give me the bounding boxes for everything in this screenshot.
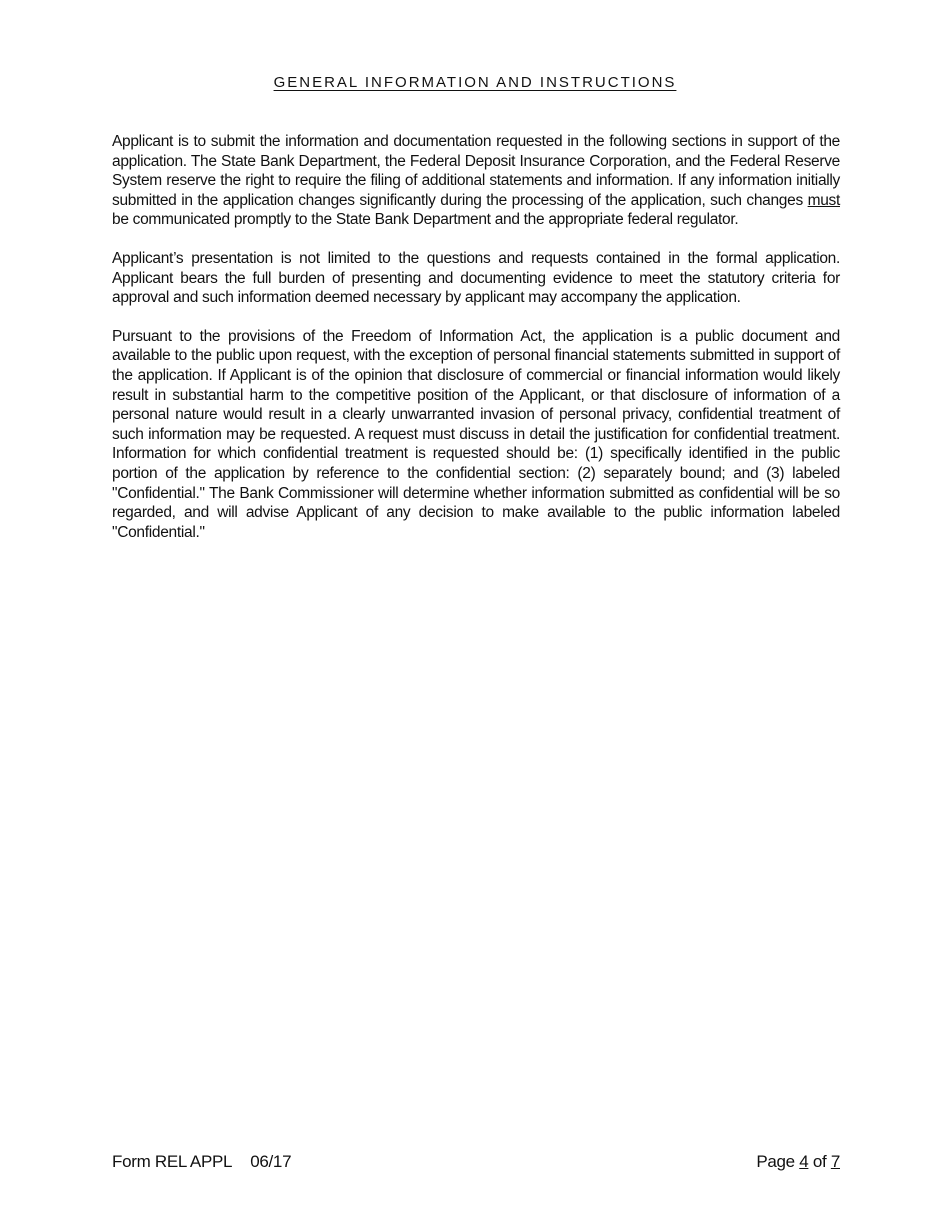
footer-page-number <box>756 1152 840 1172</box>
page-current: 4 <box>799 1152 809 1171</box>
footer-form-id <box>112 1152 291 1172</box>
page-of: of <box>808 1152 831 1171</box>
form-name: Form REL APPL <box>112 1152 233 1171</box>
paragraph-text: Applicant is to submit the information and documentation requested in the following sections in support of the application. The State Bank Department, the Federal Deposit Insurance Corporation, and the Federal Reserve System reserve the right to require the filing of additional statements and information. If any information initially submitted in the application changes significantly during the processing of the application, such changes <box>112 133 840 209</box>
emphasis-text: must <box>807 191 840 209</box>
paragraph-submission <box>112 132 840 230</box>
form-date: 06/17 <box>250 1152 292 1171</box>
page-label: Page <box>756 1152 800 1171</box>
page-title: GENERAL INFORMATION AND INSTRUCTIONS <box>273 74 677 91</box>
paragraph-text: be communicated promptly to the State Bank Department and the appropriate federal regulator. <box>112 211 739 229</box>
page-total: 7 <box>830 1152 840 1171</box>
body-text <box>112 132 840 561</box>
paragraph-presentation: Applicant’s presentation is not limited to the questions and requests contained in the formal application. Applicant bears the full burden of presenting and documenting evidence to meet the statutory criteria for approval and such information deemed necessary by applicant may accompany the application. <box>112 249 840 307</box>
paragraph-foia: Pursuant to the provisions of the Freedom of Information Act, the application is a public document and available to the public upon request, with the exception of personal financial statements submitted in support of the application. If Applicant is of the opinion that disclosure of commercial or financial information would likely result in substantial harm to the competitive position of the Applicant, or that disclosure of information of a personal nature would result in a clearly unwarranted invasion of personal privacy, confidential treatment of such information may be requested. A request must discuss in detail the justification for confidential treatment. Information for which confidential treatment is requested should be: (1) specifically identified in the public portion of the application by reference to the confidential section: (2) separately bound; and (3) labeled "Confidential." The Bank Commissioner will determine whether information submitted as confidential will be so regarded, and will advise Applicant of any decision to make available to the public information labeled "Confidential." <box>112 327 840 541</box>
